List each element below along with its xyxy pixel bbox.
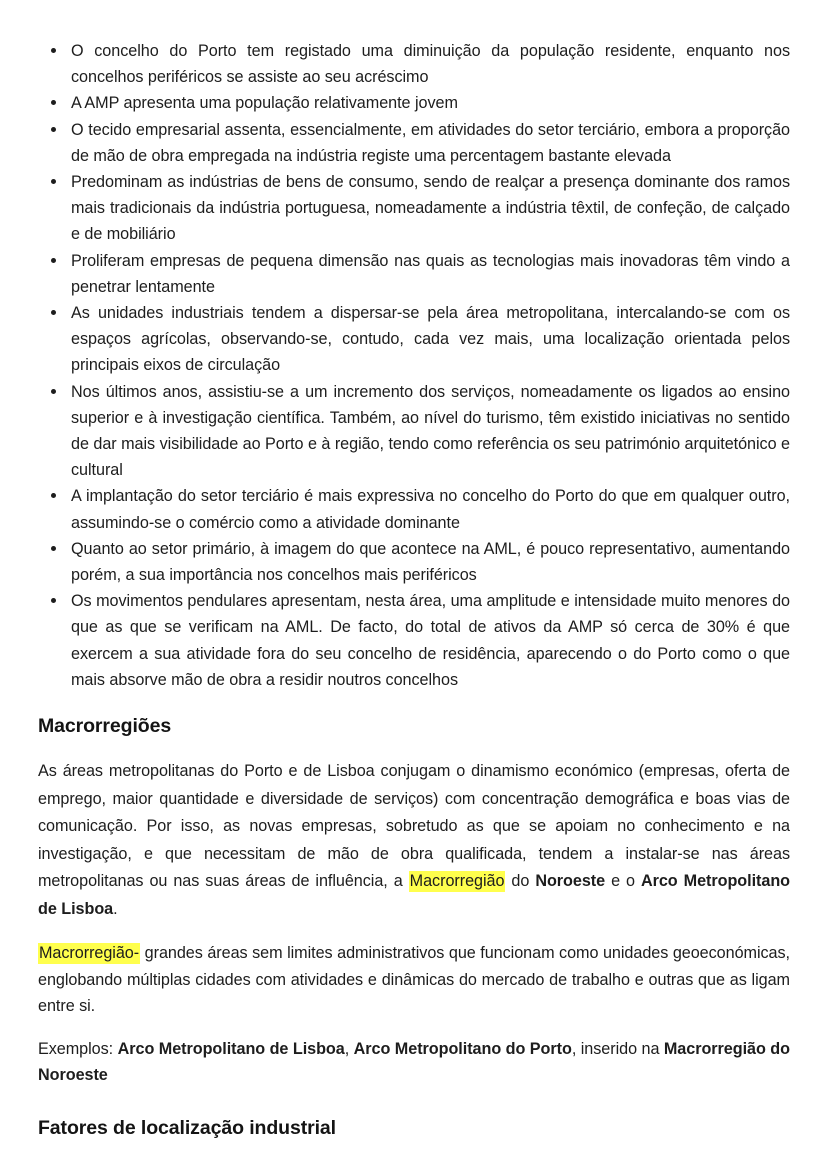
bullet-point-icon xyxy=(51,48,56,53)
bold-term-macrorregiao-noroeste: Macrorregião do Noroeste xyxy=(38,1039,790,1085)
spacer xyxy=(38,1020,790,1036)
bold-term-arco-lisboa: Arco Metropolitano de Lisboa xyxy=(117,1039,345,1058)
bold-term-noroeste: Noroeste xyxy=(535,872,606,891)
bullet-point-icon xyxy=(51,389,56,394)
list-item-text: A AMP apresenta uma população relativamente jovem xyxy=(71,94,458,113)
list-item xyxy=(38,117,790,169)
list-item-text: Proliferam empresas de pequena dimensão nas quais as tecnologias mais inovadoras têm vindo a penetrar lentamente xyxy=(71,251,790,296)
paragraph-examples xyxy=(38,1036,790,1089)
list-item-text: Nos últimos anos, assistiu-se a um incremento dos serviços, nomeadamente os ligados ao ensino superior e à investigação científica. Também, ao nível do turismo, têm existido iniciativas no sentido de dar mais visibilidade ao Porto e à região, tendo como referência os seu património arquitetónico e cultural xyxy=(71,382,790,480)
list-item xyxy=(38,483,790,535)
bullet-point-icon xyxy=(51,493,56,498)
bullet-point-icon xyxy=(51,100,56,105)
bold-term-arco-porto: Arco Metropolitano do Porto xyxy=(353,1039,572,1058)
paragraph-text-part: As áreas metropolitanas do Porto e de Lisboa conjugam o dinamismo económico (empresas, oferta de emprego, maior quantidade e diversidade de serviços) com concentração demográfica e boas vias de comunicação. Por isso, as novas empresas, sobretudo as que se apoiam no conhecimento e na investigação, e que necessitam de mão de obra qualificada, tendem a instalar-se nas áreas metropolitanas ou nas suas áreas de influência, a xyxy=(38,762,790,891)
list-item-text: A implantação do setor terciário é mais expressiva no concelho do Porto do que em qualquer outro, assumindo-se o comércio como a atividade dominante xyxy=(71,487,790,532)
list-item xyxy=(38,379,790,484)
spacer xyxy=(38,923,790,940)
paragraph-macrorregiao-definition xyxy=(38,940,790,1020)
paragraph-text-part: grandes áreas sem limites administrativos que funcionam como unidades geoeconómicas, englobando múltiplas cidades com atividades e dinâmicas do mercado de trabalho e outras que as ligam entre si. xyxy=(38,944,790,1016)
list-item-text: O tecido empresarial assenta, essencialmente, em atividades do setor terciário, embora a proporção de mão de obra empregada na indústria registe uma percentagem bastante elevada xyxy=(71,120,790,165)
list-item xyxy=(38,588,790,693)
spacer xyxy=(38,739,790,758)
highlighted-term-macrorregiao-definition: Macrorregião- xyxy=(39,944,140,963)
paragraph-text-part: , inserido na xyxy=(571,1039,664,1058)
list-item xyxy=(38,169,790,248)
list-item-text: Predominam as indústrias de bens de consumo, sendo de realçar a presença dominante dos ramos mais tradicionais da indústria portuguesa, nomeadamente a indústria têxtil, de confeção, de calçado e de mobiliário xyxy=(71,173,790,244)
heading-macrorregioes: Macrorregiões xyxy=(38,715,172,738)
list-item-text: Quanto ao setor primário, à imagem do que acontece na AML, é pouco representativo, aumentando porém, a sua importância nos concelhos mais periféricos xyxy=(71,539,790,585)
key-facts-bullet-list xyxy=(38,38,790,693)
paragraph-text-part: , xyxy=(344,1039,354,1058)
bullet-point-icon xyxy=(51,310,56,315)
list-item-text: Os movimentos pendulares apresentam, nesta área, uma amplitude e intensidade muito menores do que as que se verificam na AML. De facto, do total de ativos da AMP só cerca de 30% é que exercem a sua atividade fora do seu concelho de residência, aparecendo o do Porto como o que mais absorve mão de obra a residir noutros concelhos xyxy=(71,592,790,689)
paragraph-text-part: . xyxy=(113,899,118,918)
bullet-point-icon xyxy=(51,179,56,184)
examples-label: Exemplos: xyxy=(38,1039,118,1058)
list-item xyxy=(38,300,790,379)
list-item-text: O concelho do Porto tem registado uma diminuição da população residente, enquanto nos concelhos periféricos se assiste ao seu acréscimo xyxy=(71,42,790,87)
bold-term-arco-metropolitano-lisboa: Arco Metropolitano de Lisboa xyxy=(38,872,790,918)
document-content xyxy=(38,38,790,1141)
list-item xyxy=(38,38,790,90)
bullet-point-icon xyxy=(51,546,56,551)
paragraph-text-part: do xyxy=(505,872,536,891)
bullet-point-icon xyxy=(51,127,56,132)
bullet-point-icon xyxy=(51,598,56,603)
heading-fatores-localizacao-industrial: Fatores de localização industrial xyxy=(38,1116,336,1139)
paragraph-text-part: e o xyxy=(605,872,641,891)
spacer xyxy=(38,693,790,713)
bullet-point-icon xyxy=(51,258,56,263)
spacer xyxy=(38,1089,790,1115)
paragraph-macrorregioes-intro xyxy=(38,758,790,923)
list-item xyxy=(38,90,790,116)
list-item xyxy=(38,248,790,300)
list-item xyxy=(38,536,790,588)
highlighted-term-macrorregiao: Macrorregião xyxy=(409,872,505,891)
list-item-text: As unidades industriais tendem a dispersar-se pela área metropolitana, intercalando-se com os espaços agrícolas, observando-se, contudo, cada vez mais, uma localização orientada pelos principais eixos de circulação xyxy=(71,304,790,375)
